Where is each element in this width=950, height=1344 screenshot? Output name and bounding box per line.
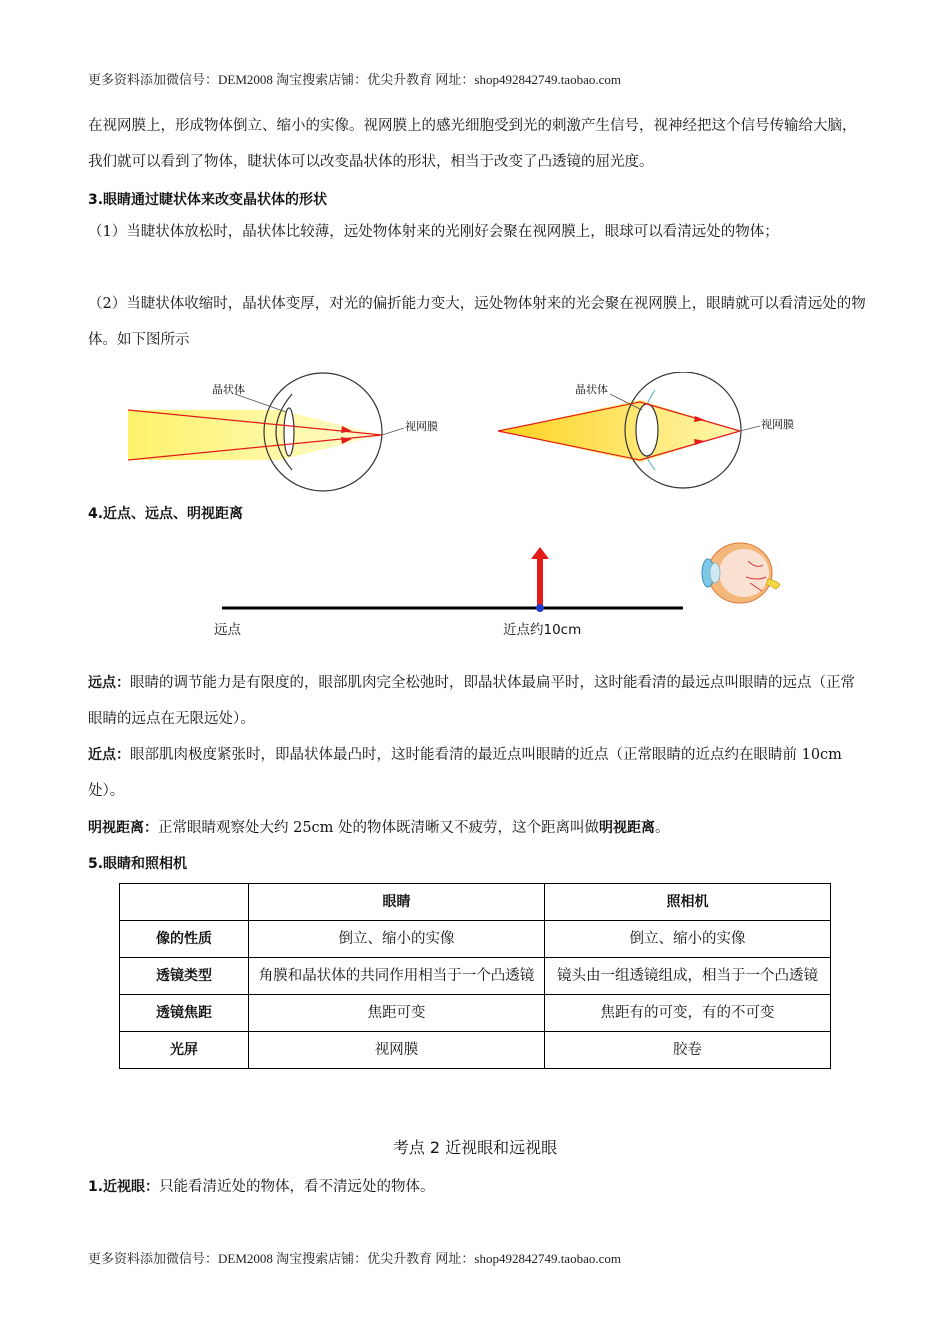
near-point-paragraph (88, 737, 866, 809)
section3-heading: 3.眼睛通过睫状体来改变晶状体的形状 (88, 192, 328, 208)
eye-cell: 焦距可变 (249, 995, 545, 1032)
clear-vision-text: 正常眼睛观察处大约 25cm 处的物体既清晰又不疲劳，这个距离叫做 (158, 820, 600, 836)
retina-label: 视网膜 (405, 420, 438, 433)
eye-illustration (702, 543, 780, 603)
near-point-term: 近点： (88, 747, 130, 763)
row-label: 光屏 (120, 1032, 249, 1069)
lens-label: 晶状体 (212, 383, 245, 396)
myopia-term: 1.近视眼： (88, 1179, 160, 1195)
table-row (120, 995, 831, 1032)
camera-cell: 焦距有的可变，有的不可变 (545, 995, 831, 1032)
label-leader (235, 394, 286, 412)
camera-cell: 倒立、缩小的实像 (545, 921, 831, 958)
parallel-light-beam (128, 410, 382, 460)
section3-item2: （2）当睫状体收缩时，晶状体变厚，对光的偏折能力变大，远处物体射来的光会聚在视网膜上，眼睛就可以看清远处的物体。如下图所示 (88, 296, 866, 348)
clear-vision-paragraph (88, 810, 866, 846)
camera-cell: 胶卷 (545, 1032, 831, 1069)
row-label: 透镜类型 (120, 958, 249, 995)
label-leader (740, 426, 760, 431)
object-arrow-head (531, 547, 549, 559)
near-point-marker (536, 604, 544, 612)
near-point-label: 近点约10cm (503, 622, 582, 638)
section5-heading: 5.眼睛和照相机 (88, 856, 188, 872)
eye-cell: 倒立、缩小的实像 (249, 921, 545, 958)
thick-lens (636, 404, 658, 456)
myopia-text: 只能看清近处的物体，看不清远处的物体。 (159, 1179, 435, 1195)
contracted-eye-diagram (498, 372, 794, 488)
section4-heading: 4.近点、远点、明视距离 (88, 506, 244, 522)
near-far-point-figure (200, 535, 790, 645)
table-row (120, 921, 831, 958)
label-leader (382, 428, 404, 435)
far-point-label: 远点 (214, 622, 241, 638)
retina-label: 视网膜 (761, 418, 794, 431)
intro-paragraph: 在视网膜上，形成物体倒立、缩小的实像。视网膜上的感光细胞受到光的刺激产生信号，视神经把这个信号传输给大脑，我们就可以看到了物体，睫状体可以改变晶状体的形状，相当于改变了凸透镜的屈光度。 (88, 118, 857, 170)
table-row (120, 958, 831, 995)
row-label: 像的性质 (120, 921, 249, 958)
thin-lens (284, 408, 294, 456)
column-header-eye: 眼睛 (249, 884, 545, 921)
far-point-term: 远点： (88, 675, 130, 691)
clear-vision-end: 。 (655, 820, 670, 836)
column-header-camera: 照相机 (545, 884, 831, 921)
table-row (120, 1032, 831, 1069)
eye-cell: 角膜和晶状体的共同作用相当于一个凸透镜 (249, 958, 545, 995)
myopia-paragraph (88, 1169, 866, 1205)
topic2-title: 考点 2 近视眼和远视眼 (392, 1138, 558, 1157)
near-point-text: 眼部肌肉极度紧张时，即晶状体最凸时，这时能看清的最近点叫眼睛的近点（正常眼睛的近点约在眼睛前 10cm 处）。 (88, 747, 842, 799)
eye-camera-table (119, 883, 831, 1069)
table-corner-cell (120, 884, 249, 921)
far-point-paragraph (88, 665, 866, 737)
diverging-light-beam (498, 400, 740, 462)
page-header: 更多资料添加微信号：DEM2008 淘宝搜索店铺：优尖升教育 网址：shop492842749.taobao.com (88, 72, 621, 87)
camera-cell: 镜头由一组透镜组成，相当于一个凸透镜 (545, 958, 831, 995)
section3-item1: （1）当睫状体放松时，晶状体比较薄，远处物体射来的光刚好会聚在视网膜上，眼球可以看清远处的物体； (88, 224, 779, 240)
eye-cell: 视网膜 (249, 1032, 545, 1069)
relaxed-eye-diagram (128, 373, 438, 491)
object-arrow-shaft (537, 557, 543, 607)
lens-label: 晶状体 (575, 383, 608, 396)
far-point-text: 眼睛的调节能力是有限度的，眼部肌肉完全松弛时，即晶状体最扁平时，这时能看清的最远点叫眼睛的远点（正常眼睛的远点在无限远处）。 (88, 675, 855, 727)
page-footer: 更多资料添加微信号：DEM2008 淘宝搜索店铺：优尖升教育 网址：shop492842749.taobao.com (88, 1251, 621, 1266)
row-label: 透镜焦距 (120, 995, 249, 1032)
table-header-row (120, 884, 831, 921)
clear-vision-term: 明视距离： (88, 820, 158, 836)
clear-vision-term-emphasis: 明视距离 (599, 820, 656, 836)
eye-focus-figure (120, 372, 820, 497)
